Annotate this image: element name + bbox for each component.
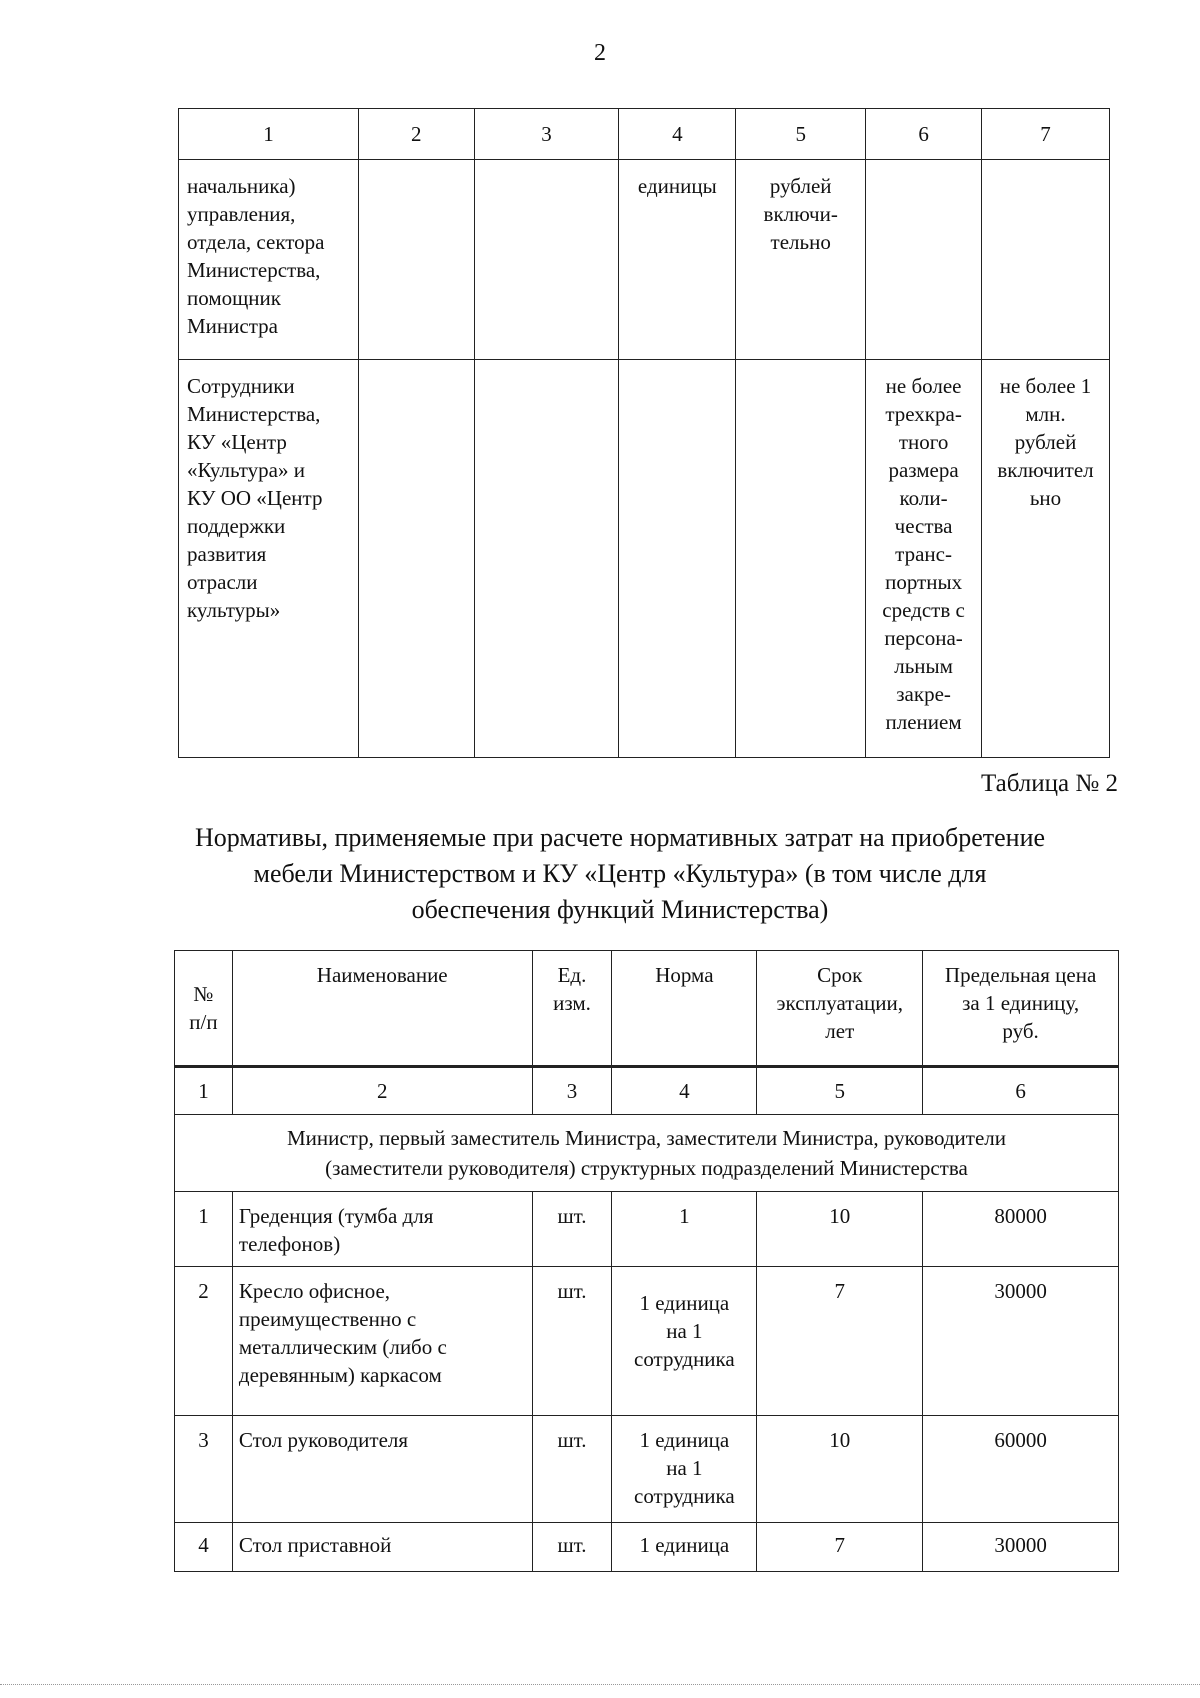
t1-cell-position: Сотрудники Министерства, КУ «Центр «Культура» и КУ ОО «Центр поддержки развития отрасли культуры»: [179, 360, 359, 758]
t1-cell-price: не более 1 млн. рублей включител ьно: [982, 360, 1110, 758]
t2-header-price: Предельная цена за 1 единицу, руб.: [923, 951, 1119, 1067]
t2-cell-name: Греденция (тумба для телефонов): [232, 1192, 532, 1267]
table-2-header-row: [175, 951, 1119, 1067]
t2-cell-term: 7: [757, 1267, 923, 1416]
t1-cell: [474, 160, 619, 360]
t2-col-number: 5: [757, 1067, 923, 1115]
t2-cell-number: 3: [175, 1416, 233, 1523]
table-2-group-row: [175, 1115, 1119, 1192]
t2-header-name: Наименование: [232, 951, 532, 1067]
t2-cell-price: 30000: [923, 1267, 1119, 1416]
t1-cell: [736, 360, 866, 758]
t2-cell-term: 7: [757, 1523, 923, 1572]
t2-cell-term: 10: [757, 1416, 923, 1523]
t1-cell-unit: единицы: [619, 160, 736, 360]
t1-cell-quantity: не более трехкра- тного размера коли- чества транс- портных средств с персона- льным закре- плением: [866, 360, 982, 758]
t1-cell-position: начальника) управления, отдела, сектора Министерства, помощник Министра: [179, 160, 359, 360]
t2-cell-norm: 1 единица: [612, 1523, 757, 1572]
t1-cell: [474, 360, 619, 758]
t1-col-number: 2: [358, 109, 474, 160]
t2-cell-name: Стол руководителя: [232, 1416, 532, 1523]
t1-cell: [358, 360, 474, 758]
t2-col-number: 6: [923, 1067, 1119, 1115]
t2-cell-unit: шт.: [532, 1523, 612, 1572]
t2-col-number: 4: [612, 1067, 757, 1115]
t1-cell: [619, 360, 736, 758]
table-1-continuation: [178, 108, 1110, 758]
t2-cell-number: 1: [175, 1192, 233, 1267]
table-1-header-row: [179, 109, 1110, 160]
t2-cell-norm: 1: [612, 1192, 757, 1267]
t2-col-number: 3: [532, 1067, 612, 1115]
t1-col-number: 1: [179, 109, 359, 160]
table-row: [175, 1192, 1119, 1267]
t2-header-number: № п/п: [175, 951, 233, 1067]
t2-cell-number: 4: [175, 1523, 233, 1572]
t2-cell-name: Кресло офисное, преимущественно с металлическим (либо с деревянным) каркасом: [232, 1267, 532, 1416]
t1-cell: [358, 160, 474, 360]
table-row: [175, 1267, 1119, 1416]
t2-col-number: 1: [175, 1067, 233, 1115]
scan-artifact-divider: [0, 1684, 1200, 1686]
t2-cell-price: 80000: [923, 1192, 1119, 1267]
t2-cell-price: 60000: [923, 1416, 1119, 1523]
t2-cell-price: 30000: [923, 1523, 1119, 1572]
t2-cell-unit: шт.: [532, 1192, 612, 1267]
t2-col-number: 2: [232, 1067, 532, 1115]
t1-col-number: 4: [619, 109, 736, 160]
t2-group-label: Министр, первый заместитель Министра, заместители Министра, руководители (заместители руководителя) структурных подразделений Министерства: [175, 1115, 1119, 1192]
t2-cell-unit: шт.: [532, 1416, 612, 1523]
t2-cell-name: Стол приставной: [232, 1523, 532, 1572]
t2-cell-norm: 1 единица на 1 сотрудника: [612, 1267, 757, 1416]
t2-header-norm: Норма: [612, 951, 757, 1067]
t1-col-number: 5: [736, 109, 866, 160]
table-row: [179, 160, 1110, 360]
table-caption: Таблица № 2: [980, 770, 1118, 797]
t2-cell-term: 10: [757, 1192, 923, 1267]
t2-header-term: Срок эксплуатации, лет: [757, 951, 923, 1067]
table-heading: Нормативы, применяемые при расчете нормативных затрат на приобретение мебели Министерством и КУ «Центр «Культура» (в том числе для обеспечения функций Министерства): [194, 823, 1046, 924]
t1-col-number: 6: [866, 109, 982, 160]
t2-cell-norm: 1 единица на 1 сотрудника: [612, 1416, 757, 1523]
t1-cell: [982, 160, 1110, 360]
t2-header-unit: Ед. изм.: [532, 951, 612, 1067]
table-2-column-numbers: [175, 1067, 1119, 1115]
t1-col-number: 7: [982, 109, 1110, 160]
table-row: [175, 1523, 1119, 1572]
page-number: 2: [594, 40, 606, 66]
table-row: [179, 360, 1110, 758]
table-row: [175, 1416, 1119, 1523]
table-2-furniture-norms: [174, 950, 1119, 1572]
t1-cell-price: рублей включи- тельно: [736, 160, 866, 360]
t1-col-number: 3: [474, 109, 619, 160]
t1-cell: [866, 160, 982, 360]
t2-cell-number: 2: [175, 1267, 233, 1416]
t2-cell-unit: шт.: [532, 1267, 612, 1416]
